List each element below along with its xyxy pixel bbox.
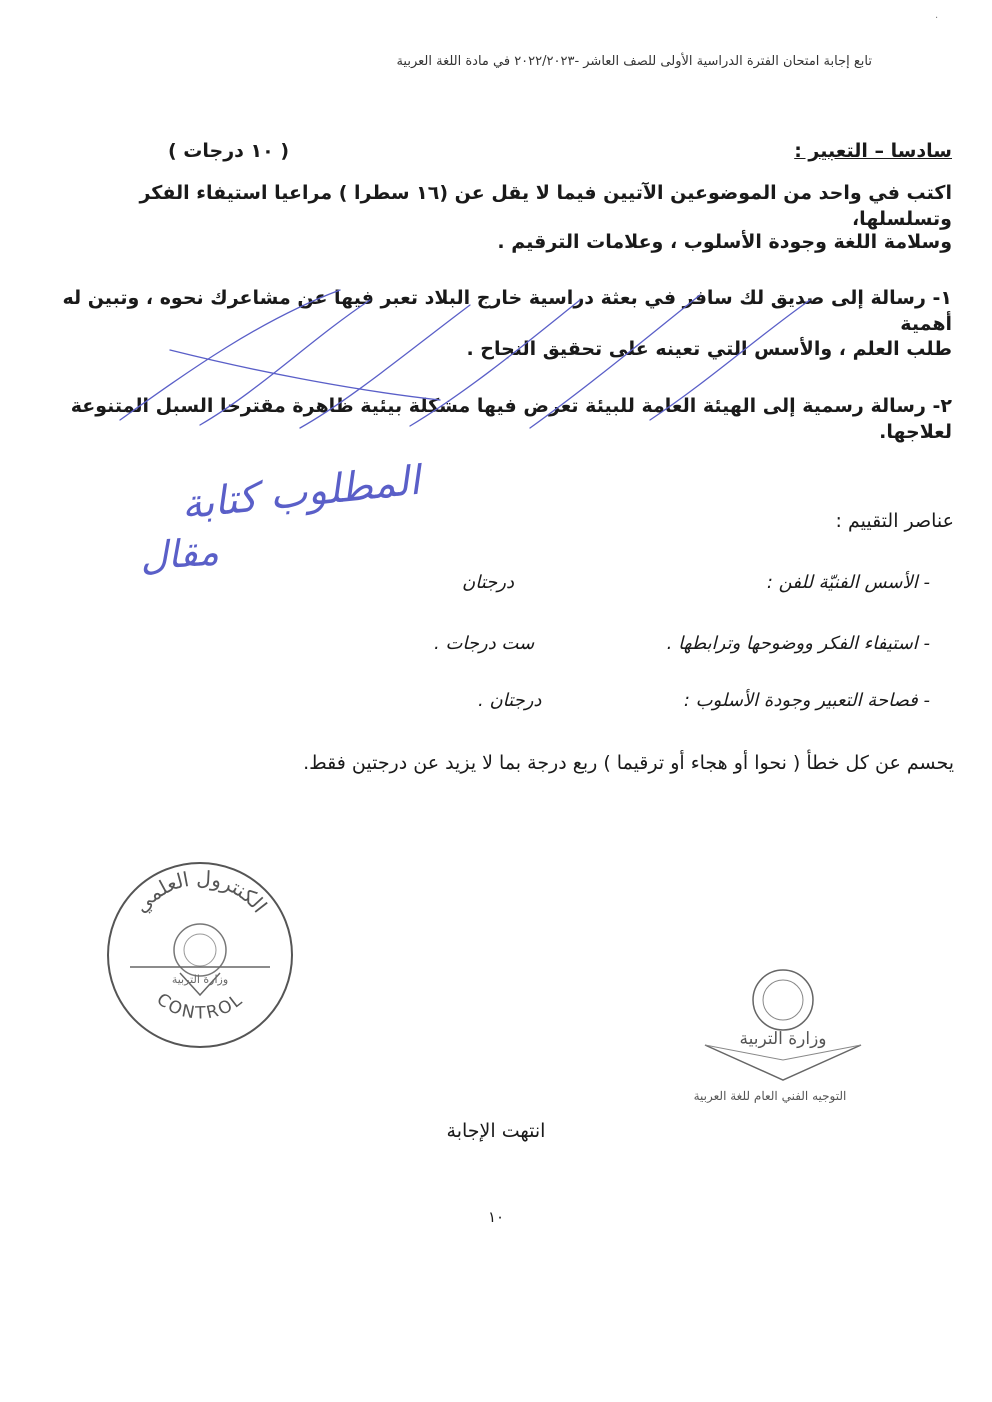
svg-text:الكنترول العلمي	[129, 866, 272, 918]
criterion-3-label: - فصاحة التعبير وجودة الأسلوب :	[683, 690, 930, 711]
control-stamp-bottom-text: CONTROL	[152, 989, 248, 1024]
topic-1-line-2: طلب العلم ، والأسس التي تعينه على تحقيق النجاح .	[466, 338, 952, 360]
pen-stroke	[300, 305, 470, 428]
handwritten-note	[80, 457, 422, 610]
section-title: سادسا – التعبير :	[794, 140, 952, 162]
pen-stroke	[650, 300, 810, 420]
instructions-line-2: وسلامة اللغة وجودة الأسلوب ، وعلامات الترقيم .	[497, 231, 952, 253]
page-header: تابع إجابة امتحان الفترة الدراسية الأولى للصف العاشر -٢٠٢٢/٢٠٢٣ في مادة اللغة العربية	[396, 54, 872, 69]
criterion-2-label: - استيفاء الفكر ووضوحها وترابطها .	[666, 633, 930, 654]
criterion-1-label: - الأسس الفنيّة للفن :	[766, 572, 930, 593]
pen-stroke	[200, 300, 370, 425]
pen-stroke	[120, 290, 340, 420]
ministry-stamp-top-text: وزارة التربية	[739, 1029, 827, 1049]
criterion-1-value: درجتان	[462, 572, 514, 593]
ministry-stamp	[665, 960, 875, 1110]
page-number: ١٠	[487, 1208, 505, 1226]
ministry-stamp-bottom-text: التوجيه الفني العام للغة العربية	[693, 1089, 847, 1103]
deduction-note: يحسم عن كل خطأ ( نحوا أو هجاء أو ترقيما ) ربع درجة بما لا يزيد عن درجتين فقط.	[303, 752, 954, 774]
criterion-3-value: درجتان .	[478, 690, 542, 711]
control-stamp	[100, 855, 300, 1055]
pen-scribble	[110, 280, 830, 430]
corner-mark: .	[935, 10, 939, 21]
control-stamp-arc-text: الكنترول العلمي	[128, 865, 272, 918]
pen-stroke	[410, 300, 580, 426]
topic-1-line-1: ١- رسالة إلى صديق لك سافر في بعثة دراسية خارج البلاد تعبر فيها عن مشاعرك نحوه ، وتبين له أهمية	[62, 287, 952, 335]
instructions-line-1: اكتب في واحد من الموضوعين الآتيين فيما لا يقل عن (١٦ سطرا ) مراعيا استيفاء الفكر وتسلسلها،	[139, 182, 952, 230]
handwritten-note-line-2: مقال	[138, 529, 221, 579]
control-stamp-inner-text: وزارة التربية	[171, 973, 229, 986]
criterion-2-value: ست درجات .	[434, 633, 535, 654]
answer-end-text: انتهت الإجابة	[446, 1120, 546, 1142]
handwritten-note-line-1: المطلوب كتابة	[178, 457, 422, 529]
pen-stroke	[530, 295, 700, 428]
topic-2-line-1: ٢- رسالة رسمية إلى الهيئة العامة للبيئة تعرض فيها مشكلة بيئية ظاهرة مقترحا السبل المتنوعة لعلاجها.	[70, 395, 952, 443]
section-marks: ( ١٠ درجات )	[168, 140, 290, 162]
evaluation-heading: عناصر التقييم :	[835, 510, 954, 532]
